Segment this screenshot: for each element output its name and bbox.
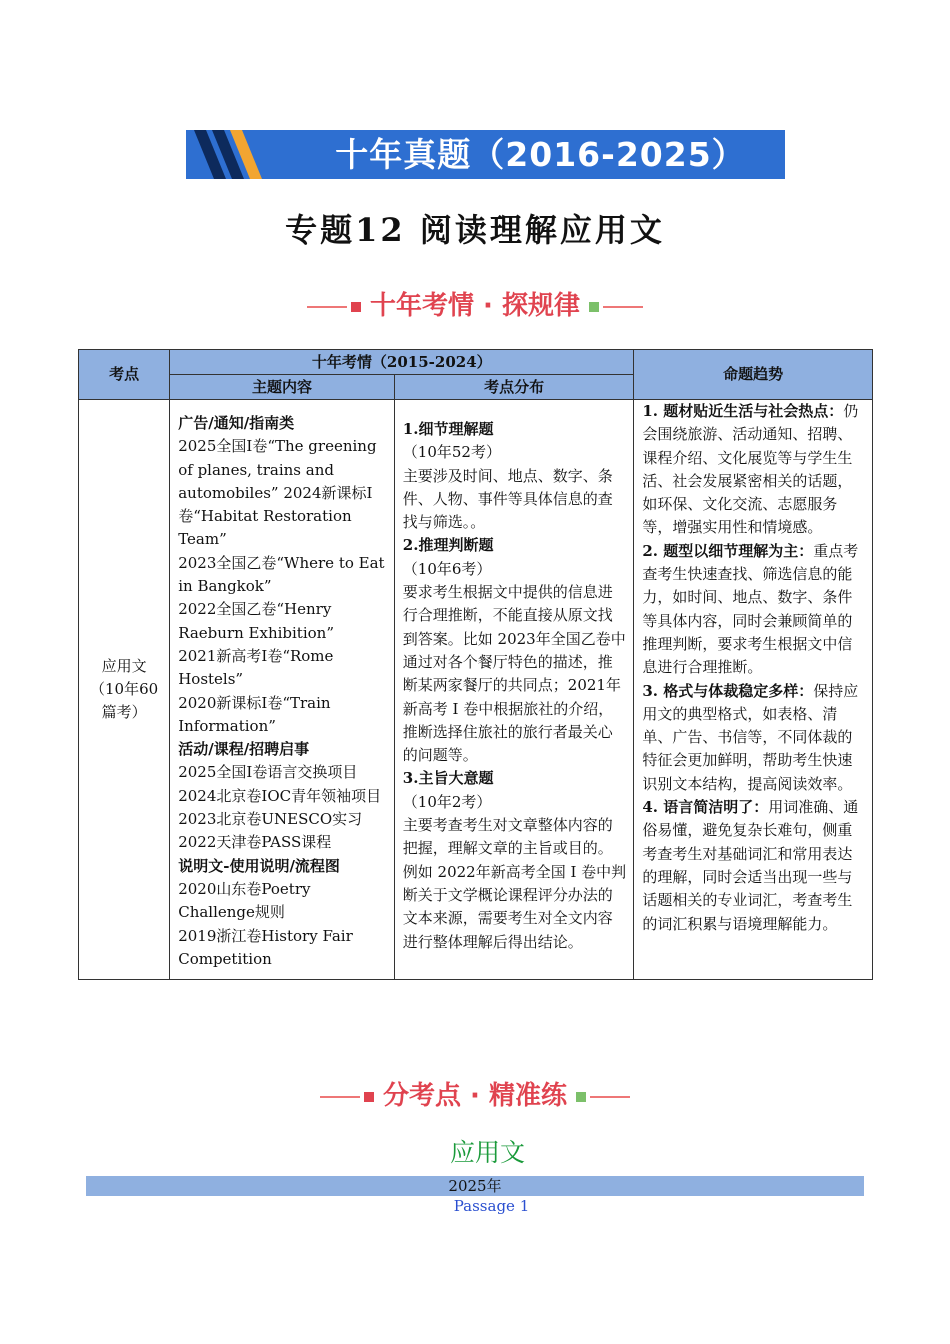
topic-line: 2024北京卷IOC青年领袖项目 xyxy=(178,786,382,805)
square-decoration-icon xyxy=(589,302,599,312)
divider-line xyxy=(590,1096,630,1098)
kaodian-cell xyxy=(79,400,170,980)
topic-line: 说明文-使用说明/流程图 xyxy=(178,856,340,875)
trend-item-body: 仍会围绕旅游、活动通知、招聘、课程介绍、文化展览等与学生生活、社会发展紧密相关的话题，如环保、文化交流、志愿服务等，增强实用性和情境感。 xyxy=(642,402,859,537)
distribution-line: 主要考查考生对文章整体内容的把握，理解文章的主旨或目的。例如 2022年新高考全国 Ⅰ 卷中判断关于文学概论课程评分办法的文本来源，需要考生对全文内容进行整体理解后得出结论。 xyxy=(402,816,627,951)
divider-line xyxy=(603,306,643,308)
trend-item-body: 保持应用文的典型格式，如表格、清单、广告、书信等，不同体裁的特征会更加鲜明，帮助考生快速识别文本结构，提高阅读效率。 xyxy=(642,681,859,793)
square-decoration-icon xyxy=(351,302,361,312)
header-ten-year: 十年考情（2015-2024） xyxy=(170,350,634,375)
square-decoration-icon xyxy=(576,1092,586,1102)
header-topic: 主题内容 xyxy=(170,375,395,400)
topic-line: 广告/通知/指南类 xyxy=(178,414,295,432)
stripes-decoration-icon xyxy=(186,130,296,179)
divider-line xyxy=(320,1096,360,1098)
kaodian-count: （10年60篇考） xyxy=(90,679,159,722)
topic-line: 2019浙江卷History Fair Competition xyxy=(178,926,353,968)
topic-line: 2020山东卷Poetry Challenge规则 xyxy=(178,879,311,922)
topic-line: 2025全国I卷语言交换项目 xyxy=(178,763,358,782)
topic-line: 2025全国I卷“The greening of planes, trains and automobiles” 2024新课标I卷“Habitat Restoration Team” xyxy=(178,437,377,549)
title-banner xyxy=(186,130,785,179)
header-trend: 命题趋势 xyxy=(634,350,873,400)
document-title: 专题12 阅读理解应用文 xyxy=(285,211,665,249)
header-distribution: 考点分布 xyxy=(394,375,634,400)
topic-line: 活动/课程/招聘启事 xyxy=(178,740,310,759)
exam-trend-table xyxy=(78,349,873,980)
trend-item-heading: 1. 题材贴近生活与社会热点： xyxy=(642,402,844,420)
distribution-cell xyxy=(394,400,634,980)
header-kaodian: 考点 xyxy=(79,350,170,400)
passage-label: Passage 1 xyxy=(453,1197,530,1215)
trend-item xyxy=(642,400,866,540)
topic-line: 2021新高考I卷“Rome Hostels” xyxy=(178,646,334,689)
trend-item xyxy=(642,796,866,936)
trend-cell xyxy=(634,400,873,980)
section-heading-text: 分考点 · 精准练 xyxy=(383,1081,567,1111)
trend-item-heading: 3. 格式与体裁稳定多样： xyxy=(642,681,814,700)
topic-line: 2023全国乙卷“Where to Eat in Bangkok” xyxy=(178,553,385,596)
distribution-line: （10年2考） xyxy=(402,792,492,811)
trend-item-heading: 2. 题型以细节理解为主： xyxy=(642,541,814,560)
divider-line xyxy=(307,306,347,308)
trend-item xyxy=(642,540,866,680)
section-heading-text: 十年考情 · 探规律 xyxy=(370,291,580,321)
banner-title: 十年真题（2016-2025） xyxy=(335,135,746,174)
year-bar: 2025年 xyxy=(86,1176,864,1196)
distribution-line: 1.细节理解题 xyxy=(402,420,494,438)
trend-item-body: 重点考查考生快速查找、筛选信息的能力，如时间、地点、数字、条件等具体内容，同时会兼顾简单的推理判断，要求考生根据文中信息进行合理推断。 xyxy=(642,541,859,677)
square-decoration-icon xyxy=(364,1092,374,1102)
topic-line: 2022天津卷PASS课程 xyxy=(178,833,332,852)
distribution-line: 3.主旨大意题 xyxy=(402,769,494,788)
distribution-line: 要求考生根据文中提供的信息进行合理推断，不能直接从原文找到答案。比如 2023年全国乙卷中通过对各个餐厅特色的描述，推断某两家餐厅的共同点；2021年新高考 Ⅰ 卷中根据旅社的介绍，推断选择住旅社的旅行者最关心的问题等。 xyxy=(402,583,626,765)
distribution-line: 2.推理判断题 xyxy=(402,536,494,555)
topic-cell xyxy=(170,400,395,980)
topic-line: 2022全国乙卷“Henry Raeburn Exhibition” xyxy=(178,600,334,642)
category-title: 应用文 xyxy=(449,1138,525,1167)
trend-item xyxy=(642,680,866,796)
distribution-line: 主要涉及时间、地点、数字、条件、人物、事件等具体信息的查找与筛选。。 xyxy=(402,466,613,532)
topic-line: 2023北京卷UNESCO实习 xyxy=(178,810,363,829)
kaodian-name: 应用文 xyxy=(101,656,147,675)
distribution-line: （10年52考） xyxy=(402,443,501,462)
section-heading-practice xyxy=(0,1075,950,1112)
topic-line: 2020新课标I卷“Train Information” xyxy=(178,693,331,735)
distribution-line: （10年6考） xyxy=(402,559,492,578)
section-heading-trends xyxy=(0,285,950,322)
trend-item-heading: 4. 语言简洁明了： xyxy=(642,798,769,817)
trend-item-body: 用词准确、通俗易懂，避免复杂长难句，侧重考查考生对基础词汇和常用表达的理解，同时会适当出现一些与话题相关的专业词汇，考查考生的词汇积累与语境理解能力。 xyxy=(642,798,859,933)
